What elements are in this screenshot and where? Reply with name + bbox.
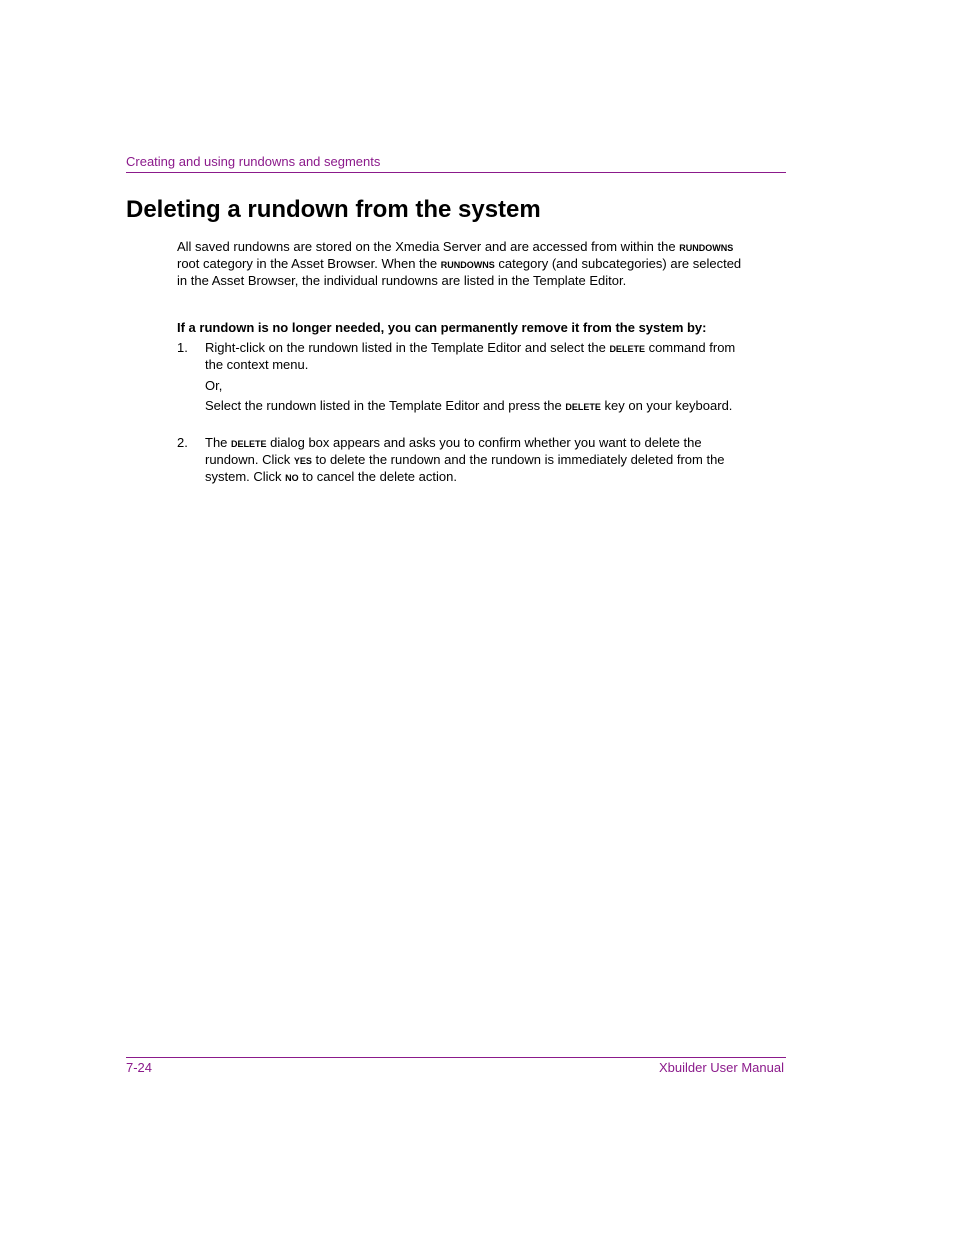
keyword-rundowns: rundowns [440,256,495,271]
running-header: Creating and using rundowns and segments [126,154,381,169]
step-alternative [205,397,740,414]
step-text-part: The [205,435,232,450]
keyword-rundowns: rundowns [679,239,734,254]
step-text-part: command from the context menu. [205,340,736,372]
intro-text: All saved rundowns are stored on the Xmedia Server and are accessed from within the [177,239,680,254]
keyword-delete: delete [231,435,267,450]
page-title: Deleting a rundown from the system [126,196,541,223]
manual-title: Xbuilder User Manual [658,1060,784,1075]
step-text-part: Select the rundown listed in the Template Editor and press the [205,398,566,413]
intro-text: root category in the Asset Browser. When the [177,256,441,271]
step-text-part: Right-click on the rundown listed in the Template Editor and select the [205,340,610,355]
intro-paragraph [177,238,747,289]
step-text [205,434,740,485]
step-or: Or, [205,378,223,393]
step-number: 1. [177,340,188,355]
step-text-part: key on your keyboard. [600,398,733,413]
step-text-part: to delete the rundown and the rundown is immediately deleted from the system. Click [205,452,725,484]
intro-text: category (and subcategories) are selected in the Asset Browser, the individual rundowns are listed in the Template Editor. [177,256,742,288]
keyword-delete: delete [609,340,645,355]
step-text-part: dialog box appears and asks you to confirm whether you want to delete the rundown. Click [205,435,702,467]
header-rule [126,172,786,173]
procedure-lead: If a rundown is no longer needed, you can permanently remove it from the system by: [177,320,707,335]
keyword-delete: delete [565,398,601,413]
footer-rule [126,1057,786,1058]
step-text [205,339,740,373]
step-text-part: to cancel the delete action. [298,469,457,484]
page-number: 7-24 [126,1060,153,1075]
keyword-yes: yes [293,452,312,467]
keyword-no: no [285,469,299,484]
step-number: 2. [177,435,188,450]
